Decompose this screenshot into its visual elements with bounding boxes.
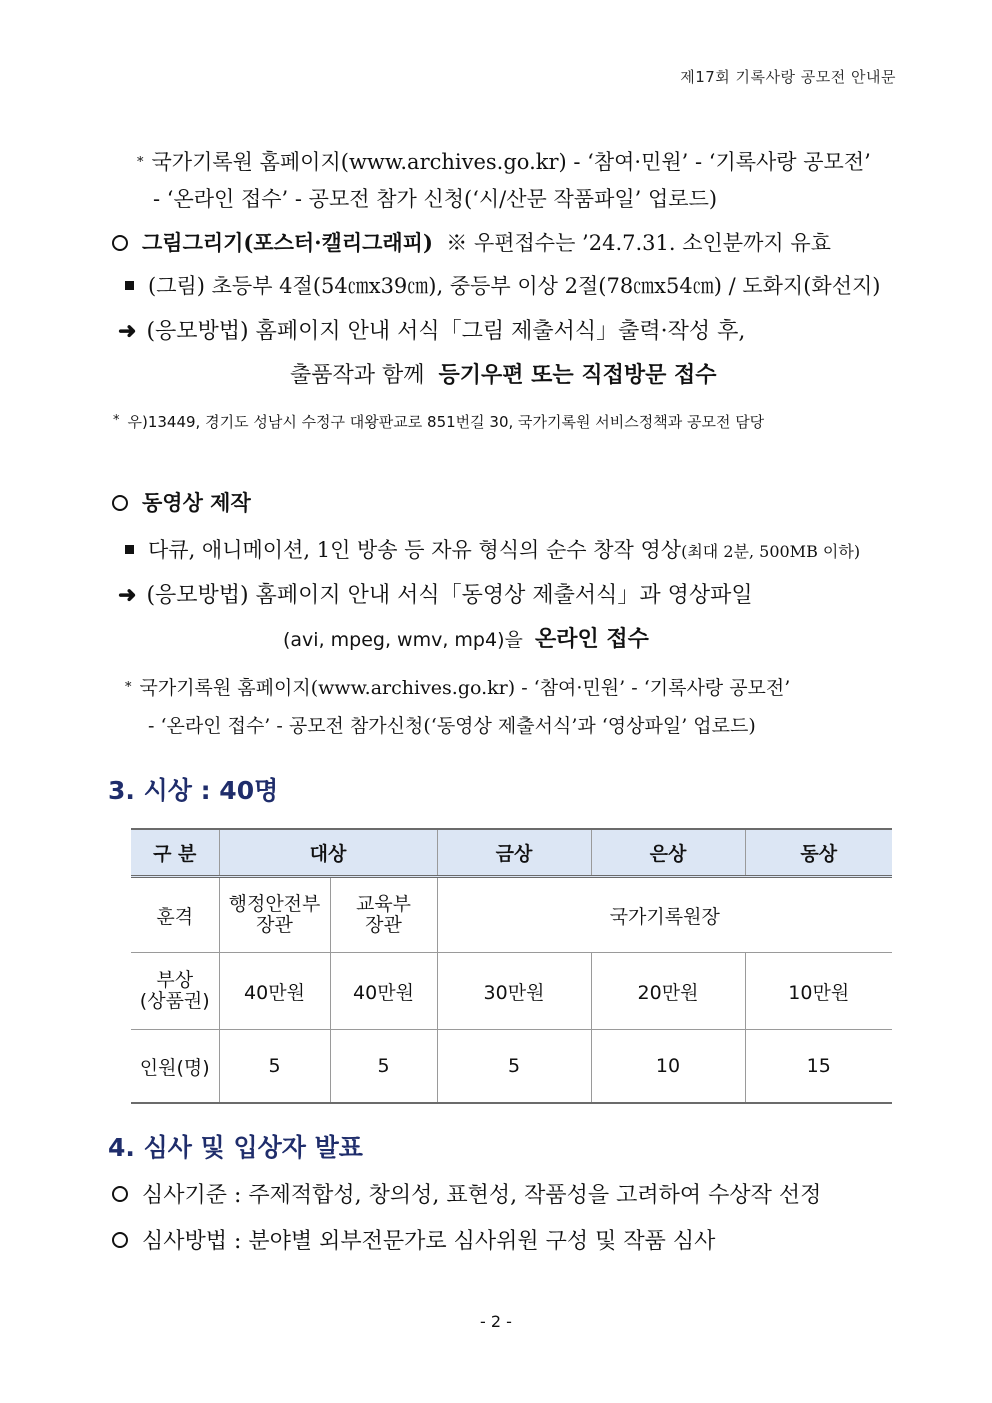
square-bullet-icon bbox=[125, 281, 134, 290]
circle-bullet-icon bbox=[112, 495, 128, 511]
prize-value: 40만원 bbox=[330, 953, 437, 1030]
table-row-count bbox=[131, 1030, 892, 1104]
arrow-right-icon: ➜ bbox=[118, 582, 137, 608]
table-row-prize bbox=[131, 953, 892, 1030]
section3-title: 3. 시상 : 40명 bbox=[108, 776, 279, 805]
video-note-text1: 국가기록원 홈페이지(www.archives.go.kr) - ‘참여·민원’ - ‘기록사랑 공모전’ bbox=[139, 677, 791, 699]
prize-value: 20만원 bbox=[591, 953, 745, 1030]
video-method-prefix: (avi, mpeg, wmv, mp4)을 bbox=[283, 629, 523, 651]
count-value: 10 bbox=[591, 1030, 745, 1104]
circle-bullet-icon bbox=[112, 1232, 128, 1248]
online-note-text1: 국가기록원 홈페이지(www.archives.go.kr) - ‘참여·민원’ - ‘기록사랑 공모전’ bbox=[151, 150, 871, 174]
header-geumsang: 금상 bbox=[437, 829, 591, 877]
video-note-line2: - ‘온라인 접수’ - 공모전 참가신청(‘동영상 제출서식’과 ‘영상파일’ 업로드) bbox=[148, 715, 756, 737]
prize-label: 부상 (상품권) bbox=[131, 953, 219, 1030]
header-category: 구 분 bbox=[131, 829, 219, 877]
count-value: 5 bbox=[219, 1030, 330, 1104]
page-number: - 2 - bbox=[480, 1312, 512, 1331]
drawing-method-prefix: 출품작과 함께 bbox=[290, 363, 425, 388]
video-desc-line bbox=[125, 534, 860, 564]
circle-bullet-icon bbox=[112, 235, 128, 251]
drawing-address-line bbox=[113, 411, 764, 432]
video-method-text1: (응모방법) 홈페이지 안내 서식「동영상 제출서식」과 영상파일 bbox=[146, 583, 753, 608]
asterisk-icon: * bbox=[125, 680, 132, 695]
asterisk-icon: * bbox=[137, 155, 144, 170]
drawing-method-text1: (응모방법) 홈페이지 안내 서식「그림 제출서식」출력·작성 후, bbox=[146, 319, 746, 344]
count-value: 5 bbox=[330, 1030, 437, 1104]
prize-value: 40만원 bbox=[219, 953, 330, 1030]
drawing-heading bbox=[112, 227, 831, 257]
video-title: 동영상 제작 bbox=[142, 490, 251, 515]
drawing-method-bold: 등기우편 또는 직접방문 접수 bbox=[438, 362, 717, 388]
video-note-line1 bbox=[125, 673, 790, 700]
video-method-line1 bbox=[118, 578, 753, 609]
review-criteria-line bbox=[112, 1178, 821, 1209]
document-header: 제17회 기록사랑 공모전 안내문 bbox=[680, 68, 896, 86]
drawing-postal-note: ※ 우편접수는 ’24.7.31. 소인분까지 유효 bbox=[446, 231, 831, 255]
asterisk-icon: * bbox=[113, 413, 120, 428]
drawing-method-line1 bbox=[118, 314, 745, 345]
prize-value: 30만원 bbox=[437, 953, 591, 1030]
drawing-size-line bbox=[125, 270, 880, 300]
online-note-line2: - ‘온라인 접수’ - 공모전 참가 신청(‘시/산문 작품파일’ 업로드) bbox=[153, 187, 718, 211]
circle-bullet-icon bbox=[112, 1186, 128, 1202]
header-daesang: 대상 bbox=[219, 829, 437, 877]
table-row-honor bbox=[131, 877, 892, 953]
drawing-address-text: 우)13449, 경기도 성남시 수정구 대왕판교로 851번길 30, 국가기록원 서비스정책과 공모전 담당 bbox=[127, 413, 765, 431]
video-method-bold: 온라인 접수 bbox=[534, 626, 649, 652]
online-note-line1 bbox=[137, 146, 895, 176]
honor-daesang-moe: 교육부 장관 bbox=[330, 877, 437, 953]
video-desc-text: 다큐, 애니메이션, 1인 방송 등 자유 형식의 순수 창작 영상 bbox=[148, 538, 682, 562]
drawing-title: 그림그리기(포스터·캘리그래피) bbox=[142, 230, 433, 255]
prize-value: 10만원 bbox=[745, 953, 892, 1030]
review-criteria-text: 심사기준 : 주제적합성, 창의성, 표현성, 작품성을 고려하여 수상작 선정 bbox=[142, 1183, 822, 1208]
review-method-text: 심사방법 : 분야별 외부전문가로 심사위원 구성 및 작품 심사 bbox=[142, 1229, 716, 1254]
section4-title: 4. 심사 및 입상자 발표 bbox=[108, 1133, 363, 1162]
video-desc-small: (최대 2분, 500MB 이하) bbox=[681, 542, 861, 561]
square-bullet-icon bbox=[125, 545, 134, 554]
honor-daesang-mois: 행정안전부 장관 bbox=[219, 877, 330, 953]
video-method-line2 bbox=[283, 622, 649, 653]
awards-table bbox=[131, 828, 892, 1104]
count-value: 15 bbox=[745, 1030, 892, 1104]
count-label: 인원(명) bbox=[131, 1030, 219, 1104]
count-value: 5 bbox=[437, 1030, 591, 1104]
header-eunsang: 은상 bbox=[591, 829, 745, 877]
review-method-line bbox=[112, 1224, 715, 1255]
honor-label: 훈격 bbox=[131, 877, 219, 953]
drawing-size-text: (그림) 초등부 4절(54㎝x39㎝), 중등부 이상 2절(78㎝x54㎝) / 도화지(화선지) bbox=[148, 274, 881, 298]
honor-others: 국가기록원장 bbox=[437, 877, 892, 953]
video-heading bbox=[112, 487, 251, 517]
header-dongsang: 동상 bbox=[745, 829, 892, 877]
arrow-right-icon: ➜ bbox=[118, 318, 137, 344]
drawing-method-line2 bbox=[290, 358, 717, 389]
